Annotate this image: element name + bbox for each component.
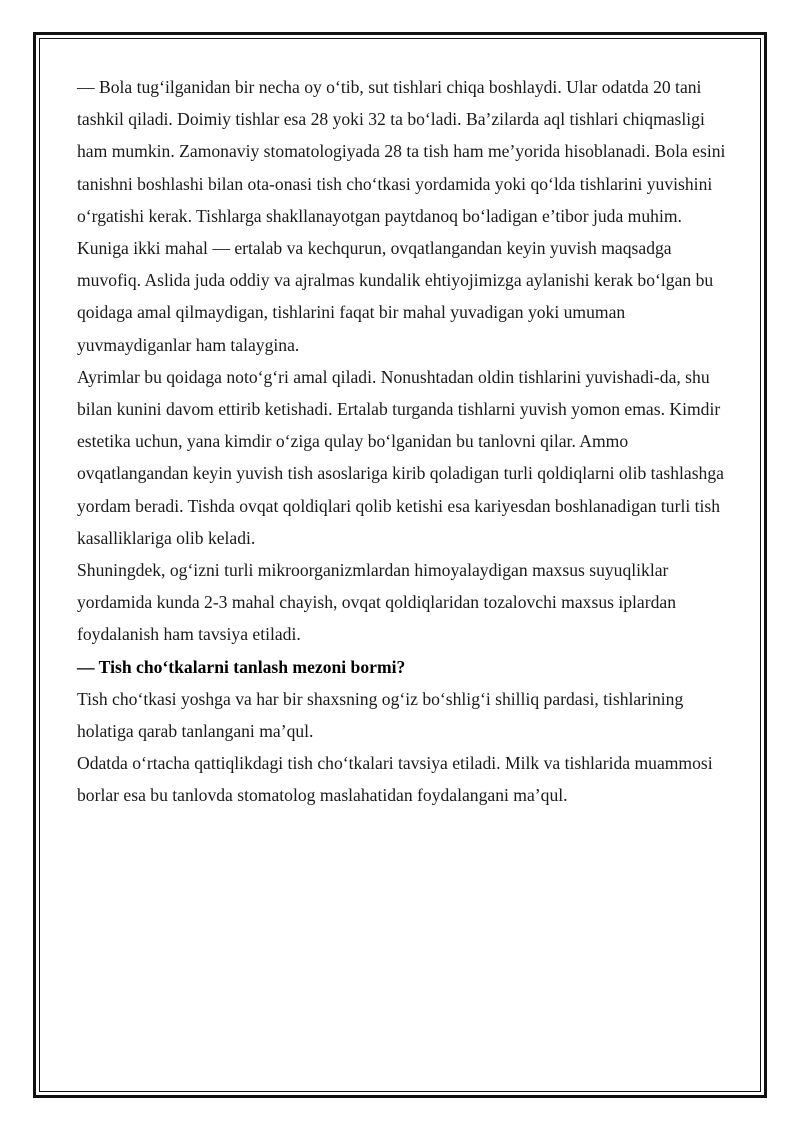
paragraph-mouth-rinse: Shuningdek, og‘izni turli mikroorganizmlardan himoyalaydigan maxsus suyuqliklar yordamida kunda 2-3 mahal chayish, ovqat qoldiqlaridan tozalovchi maxsus iplardan foydalanish ham tavsiya etiladi.	[77, 560, 677, 645]
paragraph-brush-hardness: Odatda o‘rtacha qattiqlikdagi tish cho‘tkalari tavsiya etiladi. Milk va tishlarida muammosi borlar esa bu tanlovda stomatolog maslahatidan foydalangani ma’qul.	[77, 753, 713, 806]
question-heading: — Tish cho‘tkalarni tanlash mezoni bormi?	[77, 656, 406, 677]
document-body	[77, 71, 737, 812]
paragraph-brush-selection: Tish cho‘tkasi yoshga va har bir shaxsning og‘iz bo‘shlig‘i shilliq pardasi, tishlarining holatiga qarab tanlangani ma’qul.	[77, 688, 684, 742]
paragraph-teeth-development: — Bola tug‘ilganidan bir necha oy o‘tib, sut tishlari chiqa boshlaydi. Ular odatda 20 tani tashkil qiladi. Doimiy tishlar esa 28 yoki 32 ta bo‘ladi. Ba’zilarda aql tishlari chiqmasligi ham mumkin. Zamonaviy stomatologiyada 28 ta tish ham me’yorida hisoblanadi. Bola esini tanishni boshlashi bilan ota-onasi tish cho‘tkasi yordamida yoki qo‘lda tishlarini yuvishini o‘rgatishi kerak. Tishlarga shakllanayotgan paytdanoq bo‘ladigan e’tibor juda muhim.	[77, 77, 726, 226]
paragraph-brushing-timing: Ayrimlar bu qoidaga noto‘g‘ri amal qiladi. Nonushtadan oldin tishlarini yuvishadi-da, shu bilan kunini davom ettirib ketishadi. Ertalab turganda tishlarni yuvish yomon emas. Kimdir estetika uchun, yana kimdir o‘ziga qulay bo‘lganidan bu tanlovni qilar. Ammo ovqatlangandan keyin yuvish tish asoslariga kirib qoladigan turli qoldiqlarni olib tashlashga yordam beradi. Tishda ovqat qoldiqlari qolib ketishi esa kariyesdan boshlanadigan turli tish kasalliklariga olib keladi.	[77, 366, 724, 548]
paragraph-brushing-frequency: Kuniga ikki mahal — ertalab va kechqurun, ovqatlangandan keyin yuvish maqsadga muvofiq. Aslida juda oddiy va ajralmas kundalik ehtiyojimizga aylanishi kerak bo‘lgan bu qoidaga amal qilmaydigan, tishlarini faqat bir mahal yuvadigan yoki umuman yuvmaydiganlar ham talaygina.	[77, 238, 714, 355]
